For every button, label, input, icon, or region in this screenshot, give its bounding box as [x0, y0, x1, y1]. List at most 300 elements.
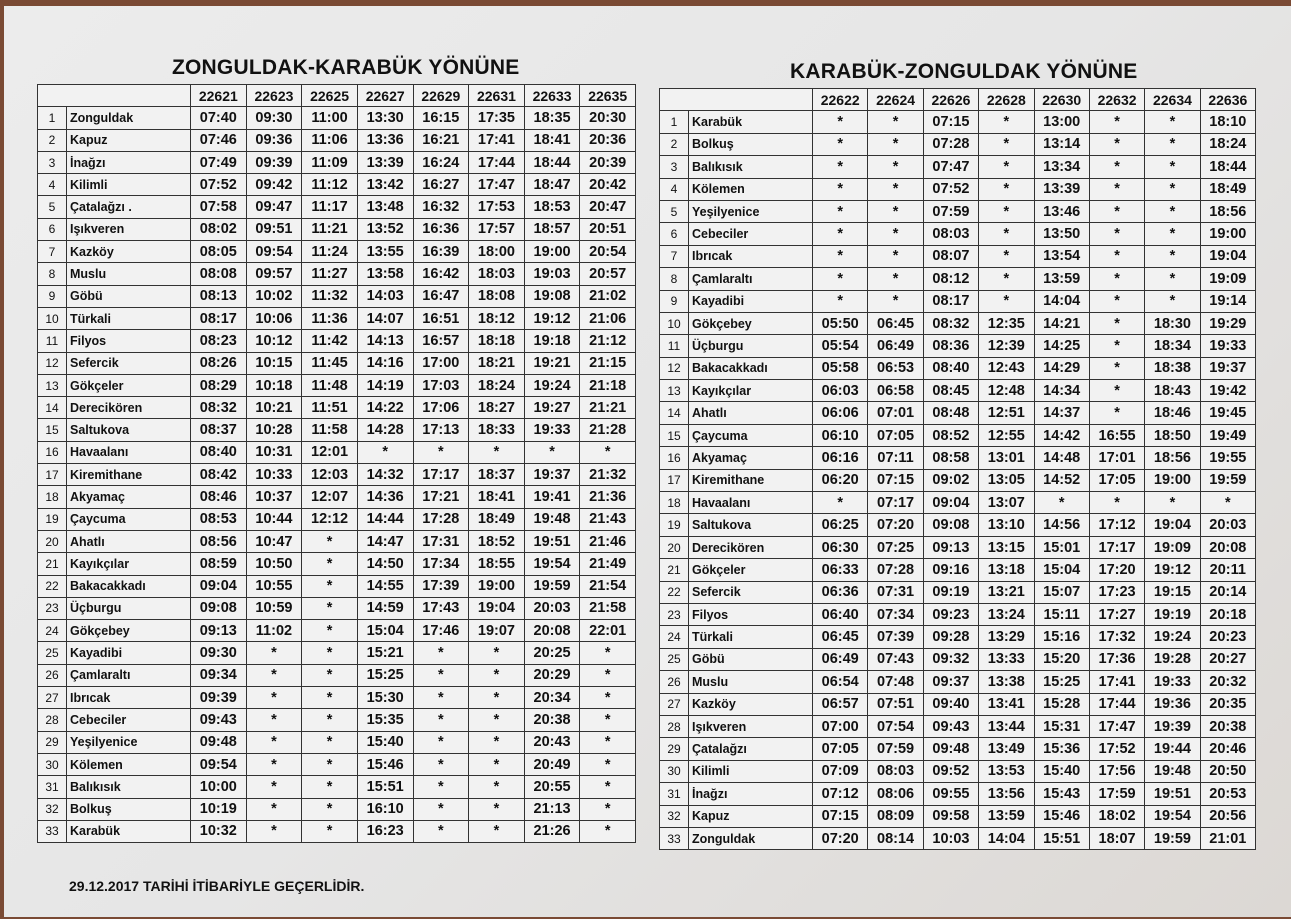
- station-name: Kayıkçılar: [67, 553, 191, 575]
- departure-time: 17:59: [1089, 783, 1144, 805]
- departure-time: 14:52: [1034, 469, 1089, 491]
- departure-time: *: [1089, 312, 1144, 334]
- departure-time: 20:55: [524, 776, 580, 798]
- departure-time: 21:46: [580, 530, 636, 552]
- departure-time: 07:52: [923, 178, 978, 200]
- departure-time: *: [1145, 111, 1200, 133]
- table-row: [38, 174, 636, 196]
- departure-time: 08:29: [191, 374, 247, 396]
- station-name: Gökçeler: [689, 559, 813, 581]
- departure-time: 14:25: [1034, 335, 1089, 357]
- departure-time: 10:47: [246, 530, 302, 552]
- stop-number: 30: [38, 753, 67, 775]
- table-row: [660, 626, 1256, 648]
- station-name: İnağzı: [689, 783, 813, 805]
- departure-time: 14:44: [357, 508, 413, 530]
- table-row: [660, 178, 1256, 200]
- departure-time: 16:51: [413, 307, 469, 329]
- departure-time: 19:08: [524, 285, 580, 307]
- departure-time: 17:13: [413, 419, 469, 441]
- departure-time: 14:48: [1034, 447, 1089, 469]
- departure-time: 13:36: [357, 129, 413, 151]
- stop-number: 20: [38, 530, 67, 552]
- train-number-header: 22632: [1089, 89, 1144, 111]
- stop-number: 13: [38, 374, 67, 396]
- departure-time: *: [979, 111, 1034, 133]
- table-row: [38, 107, 636, 129]
- departure-time: 08:59: [191, 553, 247, 575]
- departure-time: 15:30: [357, 687, 413, 709]
- table-row: [660, 603, 1256, 625]
- departure-time: 20:49: [524, 753, 580, 775]
- departure-time: 15:46: [357, 753, 413, 775]
- departure-time: *: [246, 753, 302, 775]
- table-row: [660, 312, 1256, 334]
- departure-time: *: [302, 731, 358, 753]
- departure-time: 08:09: [868, 805, 923, 827]
- station-name: Yeşilyenice: [689, 200, 813, 222]
- departure-time: *: [302, 776, 358, 798]
- departure-time: 06:10: [813, 424, 868, 446]
- departure-time: *: [1145, 178, 1200, 200]
- departure-time: 09:19: [923, 581, 978, 603]
- departure-time: 18:55: [469, 553, 525, 575]
- departure-time: *: [813, 156, 868, 178]
- departure-time: 17:12: [1089, 514, 1144, 536]
- table-row: [38, 820, 636, 842]
- stop-number: 7: [660, 245, 689, 267]
- departure-time: 19:48: [1145, 760, 1200, 782]
- departure-time: 14:32: [357, 464, 413, 486]
- train-number-header: 22627: [357, 85, 413, 107]
- train-number-header: 22631: [469, 85, 525, 107]
- departure-time: 10:28: [246, 419, 302, 441]
- departure-time: 07:09: [813, 760, 868, 782]
- station-name: Derecikören: [67, 397, 191, 419]
- departure-time: 15:40: [357, 731, 413, 753]
- departure-time: 18:07: [1089, 827, 1144, 849]
- departure-time: 15:16: [1034, 626, 1089, 648]
- departure-time: *: [580, 664, 636, 686]
- table-row: [38, 196, 636, 218]
- departure-time: *: [1089, 178, 1144, 200]
- stop-number: 6: [660, 223, 689, 245]
- station-name: Kayıkçılar: [689, 380, 813, 402]
- table-row: [660, 290, 1256, 312]
- stop-number: 24: [660, 626, 689, 648]
- departure-time: *: [1089, 200, 1144, 222]
- departure-time: 16:10: [357, 798, 413, 820]
- stop-number: 22: [38, 575, 67, 597]
- departure-time: *: [469, 642, 525, 664]
- departure-time: 19:00: [524, 241, 580, 263]
- table-row: [660, 715, 1256, 737]
- departure-time: 13:24: [979, 603, 1034, 625]
- departure-time: 20:56: [1200, 805, 1255, 827]
- departure-time: *: [302, 597, 358, 619]
- train-number-header: 22622: [813, 89, 868, 111]
- departure-time: 11:27: [302, 263, 358, 285]
- table-row: [660, 648, 1256, 670]
- departure-time: *: [813, 178, 868, 200]
- departure-time: *: [1145, 290, 1200, 312]
- departure-time: *: [302, 642, 358, 664]
- departure-time: 07:00: [813, 715, 868, 737]
- departure-time: 07:51: [868, 693, 923, 715]
- departure-time: *: [979, 223, 1034, 245]
- departure-time: *: [1089, 156, 1144, 178]
- departure-time: 20:47: [580, 196, 636, 218]
- departure-time: 10:12: [246, 330, 302, 352]
- table-row: [660, 536, 1256, 558]
- departure-time: 06:54: [813, 671, 868, 693]
- departure-time: 21:15: [580, 352, 636, 374]
- departure-time: 19:42: [1200, 380, 1255, 402]
- stop-number: 13: [660, 380, 689, 402]
- departure-time: 10:21: [246, 397, 302, 419]
- departure-time: 07:20: [813, 827, 868, 849]
- station-name: Kilimli: [67, 174, 191, 196]
- departure-time: 13:53: [979, 760, 1034, 782]
- departure-time: 18:02: [1089, 805, 1144, 827]
- departure-time: 09:02: [923, 469, 978, 491]
- departure-time: 11:00: [302, 107, 358, 129]
- departure-time: 19:24: [1145, 626, 1200, 648]
- departure-time: *: [246, 776, 302, 798]
- departure-time: 07:47: [923, 156, 978, 178]
- table-row: [660, 156, 1256, 178]
- departure-time: 09:39: [246, 151, 302, 173]
- departure-time: 17:23: [1089, 581, 1144, 603]
- departure-time: 13:46: [1034, 200, 1089, 222]
- departure-time: *: [580, 820, 636, 842]
- departure-time: *: [1089, 268, 1144, 290]
- departure-time: 16:21: [413, 129, 469, 151]
- departure-time: 19:09: [1145, 536, 1200, 558]
- departure-time: 19:19: [1145, 603, 1200, 625]
- station-name: Ibrıcak: [67, 687, 191, 709]
- departure-time: 15:25: [1034, 671, 1089, 693]
- departure-time: *: [1089, 402, 1144, 424]
- stop-number: 32: [660, 805, 689, 827]
- departure-time: 20:32: [1200, 671, 1255, 693]
- stop-number: 33: [660, 827, 689, 849]
- table-row: [660, 738, 1256, 760]
- train-number-header: 22633: [524, 85, 580, 107]
- departure-time: 11:36: [302, 307, 358, 329]
- departure-time: *: [469, 441, 525, 463]
- departure-time: 13:21: [979, 581, 1034, 603]
- stop-number: 11: [38, 330, 67, 352]
- departure-time: 10:44: [246, 508, 302, 530]
- station-name: Çaycuma: [689, 424, 813, 446]
- departure-time: *: [246, 687, 302, 709]
- departure-time: 07:15: [868, 469, 923, 491]
- station-name: Kiremithane: [689, 469, 813, 491]
- departure-time: 20:23: [1200, 626, 1255, 648]
- departure-time: 13:34: [1034, 156, 1089, 178]
- departure-time: 17:47: [1089, 715, 1144, 737]
- departure-time: 17:31: [413, 530, 469, 552]
- departure-time: 14:16: [357, 352, 413, 374]
- departure-time: 14:19: [357, 374, 413, 396]
- departure-time: 21:13: [524, 798, 580, 820]
- departure-time: 09:37: [923, 671, 978, 693]
- departure-time: *: [979, 200, 1034, 222]
- departure-time: 17:01: [1089, 447, 1144, 469]
- departure-time: *: [413, 798, 469, 820]
- stop-number: 20: [660, 536, 689, 558]
- departure-time: 09:28: [923, 626, 978, 648]
- header-blank: [38, 85, 191, 107]
- departure-time: 20:39: [580, 151, 636, 173]
- departure-time: 13:59: [979, 805, 1034, 827]
- departure-time: 20:34: [524, 687, 580, 709]
- departure-time: *: [1089, 223, 1144, 245]
- station-name: Bolkuş: [689, 133, 813, 155]
- departure-time: 20:50: [1200, 760, 1255, 782]
- departure-time: *: [413, 820, 469, 842]
- train-number-header: 22636: [1200, 89, 1255, 111]
- stop-number: 25: [38, 642, 67, 664]
- departure-time: 07:05: [813, 738, 868, 760]
- departure-time: 18:27: [469, 397, 525, 419]
- stop-number: 19: [660, 514, 689, 536]
- stop-number: 5: [660, 200, 689, 222]
- departure-time: 12:55: [979, 424, 1034, 446]
- departure-time: 15:40: [1034, 760, 1089, 782]
- station-name: Yeşilyenice: [67, 731, 191, 753]
- departure-time: 08:03: [868, 760, 923, 782]
- departure-time: *: [469, 820, 525, 842]
- stop-number: 31: [38, 776, 67, 798]
- departure-time: 11:06: [302, 129, 358, 151]
- departure-time: 11:12: [302, 174, 358, 196]
- station-name: Çamlaraltı: [689, 268, 813, 290]
- departure-time: *: [302, 798, 358, 820]
- departure-time: 08:06: [868, 783, 923, 805]
- departure-time: 10:33: [246, 464, 302, 486]
- table-row: [38, 151, 636, 173]
- table-row: [38, 419, 636, 441]
- departure-time: *: [246, 798, 302, 820]
- table-row: [38, 553, 636, 575]
- departure-time: 18:41: [524, 129, 580, 151]
- departure-time: 09:04: [923, 492, 978, 514]
- departure-time: 08:17: [191, 307, 247, 329]
- departure-time: 18:37: [469, 464, 525, 486]
- stop-number: 25: [660, 648, 689, 670]
- departure-time: 17:21: [413, 486, 469, 508]
- departure-time: 13:59: [1034, 268, 1089, 290]
- station-name: Işıkveren: [689, 715, 813, 737]
- departure-time: 21:58: [580, 597, 636, 619]
- station-name: Derecikören: [689, 536, 813, 558]
- departure-time: 06:25: [813, 514, 868, 536]
- departure-time: 14:36: [357, 486, 413, 508]
- departure-time: 18:33: [469, 419, 525, 441]
- stop-number: 3: [38, 151, 67, 173]
- departure-time: 17:05: [1089, 469, 1144, 491]
- station-name: Bakacakkadı: [689, 357, 813, 379]
- table-row: [38, 218, 636, 240]
- departure-time: 17:17: [413, 464, 469, 486]
- departure-time: 13:49: [979, 738, 1034, 760]
- departure-time: 13:55: [357, 241, 413, 263]
- table-row: [38, 307, 636, 329]
- departure-time: 17:36: [1089, 648, 1144, 670]
- departure-time: *: [580, 642, 636, 664]
- departure-time: 05:50: [813, 312, 868, 334]
- stop-number: 31: [660, 783, 689, 805]
- stop-number: 29: [660, 738, 689, 760]
- departure-time: *: [1145, 245, 1200, 267]
- departure-time: *: [469, 664, 525, 686]
- departure-time: 08:58: [923, 447, 978, 469]
- departure-time: 15:51: [357, 776, 413, 798]
- train-number-header: 22628: [979, 89, 1034, 111]
- departure-time: 18:52: [469, 530, 525, 552]
- stop-number: 22: [660, 581, 689, 603]
- departure-time: 18:18: [469, 330, 525, 352]
- departure-time: 20:53: [1200, 783, 1255, 805]
- departure-time: 07:52: [191, 174, 247, 196]
- departure-time: 13:42: [357, 174, 413, 196]
- departure-time: 13:54: [1034, 245, 1089, 267]
- stop-number: 4: [38, 174, 67, 196]
- table-row: [660, 402, 1256, 424]
- departure-time: 21:02: [580, 285, 636, 307]
- table-row: [660, 335, 1256, 357]
- departure-time: *: [302, 687, 358, 709]
- table-row: [660, 671, 1256, 693]
- departure-time: *: [246, 731, 302, 753]
- departure-time: 09:23: [923, 603, 978, 625]
- departure-time: 13:29: [979, 626, 1034, 648]
- departure-time: 17:46: [413, 620, 469, 642]
- departure-time: 09:30: [191, 642, 247, 664]
- departure-time: 07:17: [868, 492, 923, 514]
- departure-time: 21:01: [1200, 827, 1255, 849]
- station-name: Göbü: [689, 648, 813, 670]
- departure-time: *: [580, 776, 636, 798]
- departure-time: 18:00: [469, 241, 525, 263]
- station-name: Çatalağzı .: [67, 196, 191, 218]
- departure-time: 09:13: [923, 536, 978, 558]
- departure-time: 13:07: [979, 492, 1034, 514]
- departure-time: 11:45: [302, 352, 358, 374]
- departure-time: 08:45: [923, 380, 978, 402]
- station-name: Filyos: [689, 603, 813, 625]
- departure-time: 07:59: [868, 738, 923, 760]
- station-name: Cebeciler: [689, 223, 813, 245]
- departure-time: 09:54: [246, 241, 302, 263]
- departure-time: 12:03: [302, 464, 358, 486]
- stop-number: 9: [38, 285, 67, 307]
- departure-time: 07:05: [868, 424, 923, 446]
- departure-time: *: [413, 731, 469, 753]
- departure-time: 19:09: [1200, 268, 1255, 290]
- departure-time: 11:02: [246, 620, 302, 642]
- station-name: Işıkveren: [67, 218, 191, 240]
- departure-time: 20:18: [1200, 603, 1255, 625]
- departure-time: *: [1200, 492, 1255, 514]
- departure-time: 14:59: [357, 597, 413, 619]
- station-name: Akyamaç: [689, 447, 813, 469]
- departure-time: 12:35: [979, 312, 1034, 334]
- departure-time: *: [469, 798, 525, 820]
- departure-time: 08:40: [923, 357, 978, 379]
- stop-number: 11: [660, 335, 689, 357]
- stop-number: 27: [38, 687, 67, 709]
- departure-time: 17:00: [413, 352, 469, 374]
- departure-time: 19:54: [524, 553, 580, 575]
- train-number-header: 22630: [1034, 89, 1089, 111]
- departure-time: 17:28: [413, 508, 469, 530]
- departure-time: 09:08: [191, 597, 247, 619]
- departure-time: 21:32: [580, 464, 636, 486]
- departure-time: 10:18: [246, 374, 302, 396]
- departure-time: 07:28: [868, 559, 923, 581]
- stop-number: 21: [38, 553, 67, 575]
- departure-time: *: [868, 223, 923, 245]
- departure-time: 17:06: [413, 397, 469, 419]
- stop-number: 26: [660, 671, 689, 693]
- departure-time: 13:00: [1034, 111, 1089, 133]
- departure-time: 20:46: [1200, 738, 1255, 760]
- departure-time: 20:14: [1200, 581, 1255, 603]
- departure-time: *: [580, 731, 636, 753]
- departure-time: 13:58: [357, 263, 413, 285]
- departure-time: 17:44: [1089, 693, 1144, 715]
- departure-time: 09:47: [246, 196, 302, 218]
- table-row: [38, 486, 636, 508]
- departure-time: 07:31: [868, 581, 923, 603]
- stop-number: 16: [660, 447, 689, 469]
- departure-time: 22:01: [580, 620, 636, 642]
- departure-time: *: [979, 245, 1034, 267]
- stop-number: 8: [660, 268, 689, 290]
- departure-time: 09:13: [191, 620, 247, 642]
- departure-time: 17:17: [1089, 536, 1144, 558]
- departure-time: 10:50: [246, 553, 302, 575]
- station-name: Ahatlı: [689, 402, 813, 424]
- departure-time: 16:47: [413, 285, 469, 307]
- departure-time: 15:51: [1034, 827, 1089, 849]
- departure-time: 07:59: [923, 200, 978, 222]
- station-name: Filyos: [67, 330, 191, 352]
- departure-time: 17:57: [469, 218, 525, 240]
- departure-time: 06:33: [813, 559, 868, 581]
- departure-time: 15:36: [1034, 738, 1089, 760]
- departure-time: *: [469, 731, 525, 753]
- departure-time: 13:14: [1034, 133, 1089, 155]
- departure-time: 10:19: [191, 798, 247, 820]
- departure-time: 15:43: [1034, 783, 1089, 805]
- departure-time: 19:00: [1145, 469, 1200, 491]
- departure-time: 17:20: [1089, 559, 1144, 581]
- table-row: [38, 664, 636, 686]
- departure-time: *: [1089, 290, 1144, 312]
- departure-time: 19:21: [524, 352, 580, 374]
- departure-time: 06:49: [868, 335, 923, 357]
- departure-time: 06:45: [813, 626, 868, 648]
- train-number-header: 22634: [1145, 89, 1200, 111]
- departure-time: 08:13: [191, 285, 247, 307]
- departure-time: *: [469, 687, 525, 709]
- departure-time: 11:17: [302, 196, 358, 218]
- departure-time: 17:35: [469, 107, 525, 129]
